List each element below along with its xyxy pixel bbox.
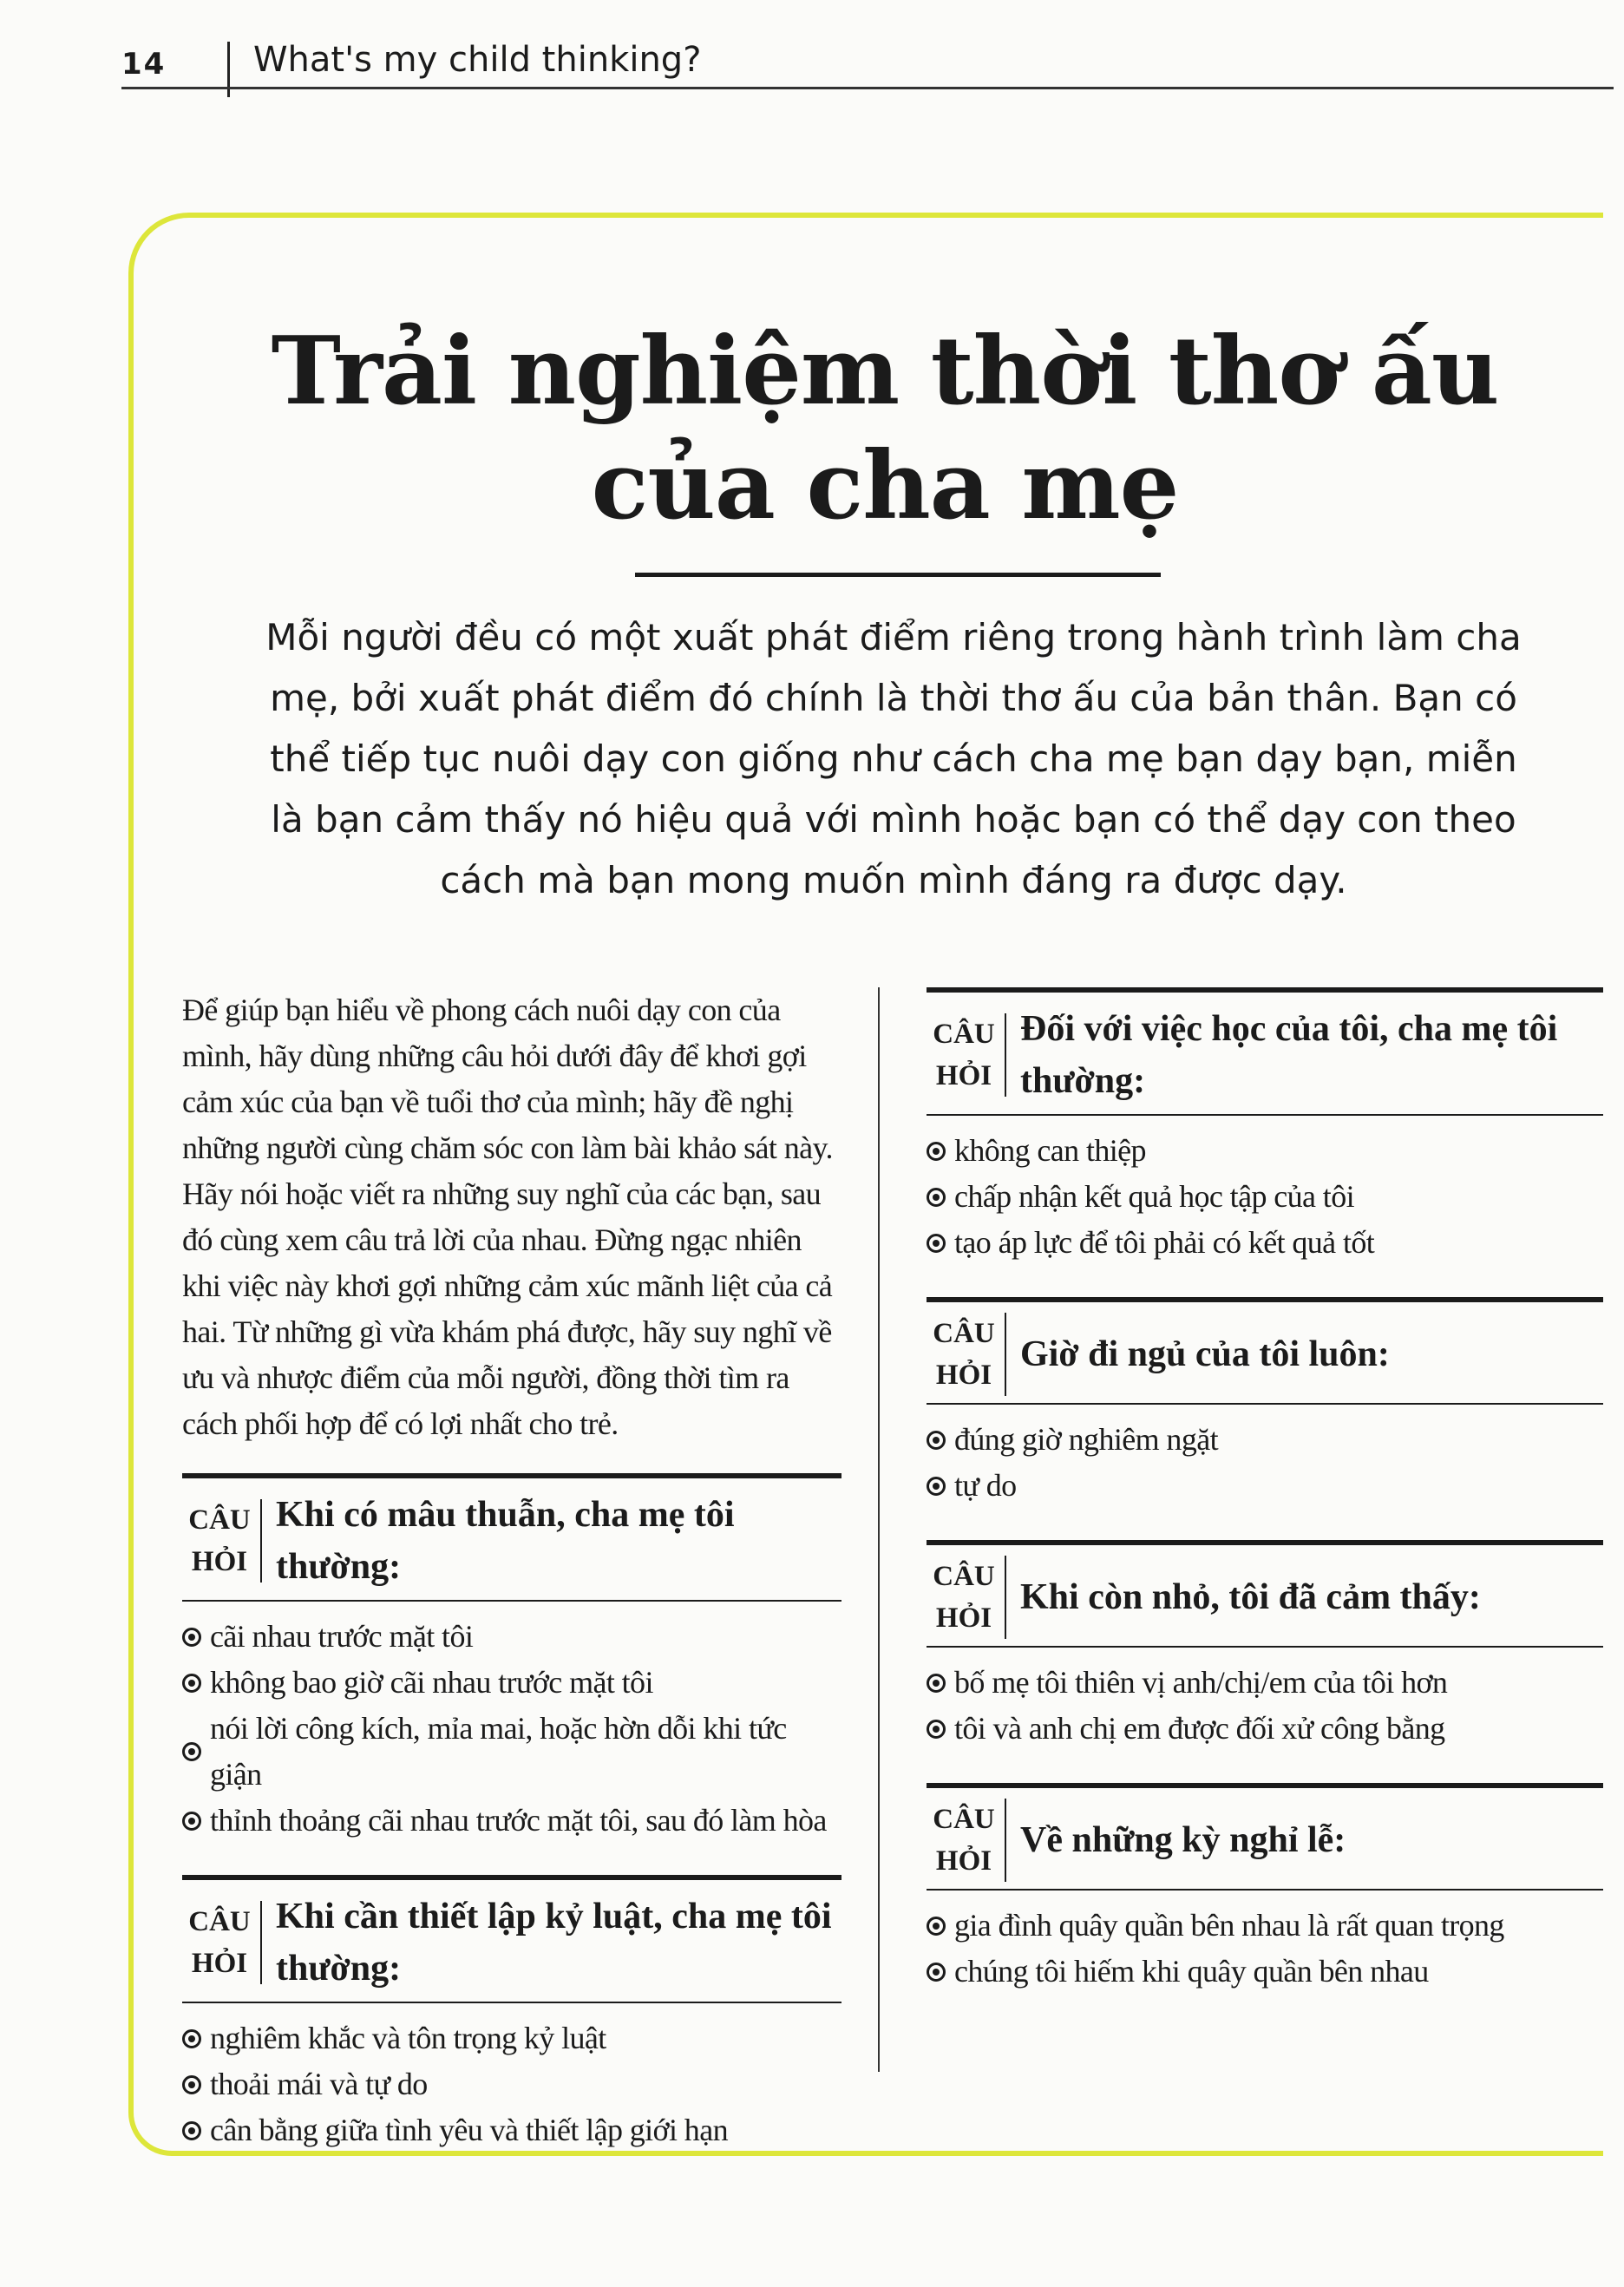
answer-item: đúng giờ nghiêm ngặt	[927, 1417, 1603, 1463]
answer-item: cân bằng giữa tình yêu và thiết lập giới hạn	[182, 2107, 841, 2153]
question-header	[927, 1783, 1603, 1891]
intro-paragraph: Mỗi người đều có một xuất phát điểm riêng trong hành trình làm cha mẹ, bởi xuất phát điểm đó chính là thời thơ ấu của bản thân. Bạn có thể tiếp tục nuôi dạy con giống như cách cha mẹ bạn dạy bạn, miễn là bạn cảm thấy nó hiệu quả với mình hoặc bạn có thể dạy con theo cách mà bạn mong muốn mình đáng ra được dạy.	[265, 616, 1522, 901]
answer-list	[927, 1417, 1603, 1509]
question-title: Khi còn nhỏ, tôi đã cảm thấy:	[1020, 1577, 1481, 1617]
question-tag: CÂU HỎI	[927, 1013, 1006, 1097]
answer-item: nghiêm khắc và tôn trọng kỷ luật	[182, 2015, 841, 2061]
body-paragraph: Để giúp bạn hiểu về phong cách nuôi dạy con của mình, hãy dùng những câu hỏi dưới đây để khơi gợi cảm xúc của bạn về tuổi thơ của mình; hãy đề nghị những người cùng chăm sóc con làm bài khảo sát này. Hãy nói hoặc viết ra những suy nghĩ của các bạn, sau đó cùng xem câu trả lời của nhau. Đừng ngạc nhiên khi việc này khơi gợi những cảm xúc mãnh liệt của cả hai. Từ những gì vừa khám phá được, hãy suy nghĩ về ưu và nhược điểm của mỗi người, đồng thời tìm ra cách phối hợp để có lợi nhất cho trẻ.	[182, 993, 833, 1441]
bullet-icon	[927, 1720, 946, 1739]
bullet-icon	[927, 1477, 946, 1496]
bullet-icon	[927, 1674, 946, 1693]
question-title: Đối với việc học của tôi, cha mẹ tôi thường:	[1020, 1009, 1558, 1101]
answer-list	[927, 1128, 1603, 1266]
bullet-icon	[927, 1142, 946, 1161]
answer-item: bố mẹ tôi thiên vị anh/chị/em của tôi hơn	[927, 1660, 1603, 1706]
page-title	[260, 314, 1509, 543]
question-header	[927, 1297, 1603, 1405]
column-divider	[878, 987, 880, 2072]
question-block	[927, 1540, 1603, 1752]
question-header	[927, 1540, 1603, 1648]
title-underline	[635, 573, 1161, 577]
bullet-icon	[927, 1963, 946, 1982]
bullet-icon	[182, 1628, 201, 1647]
question-tag: CÂU HỎI	[927, 1799, 1006, 1882]
answer-item: nói lời công kích, mỉa mai, hoặc hờn dỗi khi tức giận	[182, 1706, 841, 1798]
answer-item: chấp nhận kết quả học tập của tôi	[927, 1174, 1603, 1220]
question-tag: CÂU HỎI	[927, 1313, 1006, 1396]
answer-item: gia đình quây quần bên nhau là rất quan trọng	[927, 1903, 1603, 1949]
answer-list	[927, 1660, 1603, 1752]
bullet-icon	[927, 1431, 946, 1450]
answer-list	[182, 1614, 841, 1844]
question-tag: CÂU HỎI	[182, 1499, 262, 1583]
answer-item: chúng tôi hiếm khi quây quần bên nhau	[927, 1949, 1603, 1995]
page-header	[121, 33, 1614, 102]
bullet-icon	[927, 1917, 946, 1936]
bullet-icon	[182, 2075, 201, 2094]
question-tag: CÂU HỎI	[182, 1901, 262, 1984]
answer-item: không can thiệp	[927, 1128, 1603, 1174]
answer-item: tự do	[927, 1463, 1603, 1509]
title-line-1: Trải nghiệm thời thơ ấu	[271, 317, 1499, 426]
right-column	[927, 987, 1603, 2026]
bullet-icon	[182, 1812, 201, 1831]
answer-item: tạo áp lực để tôi phải có kết quả tốt	[927, 1220, 1603, 1266]
answer-list	[182, 2015, 841, 2153]
left-column	[182, 987, 841, 2185]
running-title: What's my child thinking?	[253, 40, 702, 80]
page-number: 14	[121, 47, 167, 82]
answer-list	[927, 1903, 1603, 1995]
question-title: Giờ đi ngủ của tôi luôn:	[1020, 1334, 1390, 1374]
question-title: Về những kỳ nghỉ lễ:	[1020, 1820, 1346, 1860]
bullet-icon	[182, 2121, 201, 2140]
bullet-icon	[182, 1742, 201, 1761]
question-title: Khi có mâu thuẫn, cha mẹ tôi thường:	[276, 1495, 735, 1587]
header-rule	[121, 87, 1614, 89]
answer-item: thỉnh thoảng cãi nhau trước mặt tôi, sau đó làm hòa	[182, 1798, 841, 1844]
bullet-icon	[927, 1188, 946, 1207]
answer-item: cãi nhau trước mặt tôi	[182, 1614, 841, 1660]
bullet-icon	[182, 1674, 201, 1693]
answer-item: thoải mái và tự do	[182, 2061, 841, 2107]
answer-item: tôi và anh chị em được đối xử công bằng	[927, 1706, 1603, 1752]
bullet-icon	[927, 1234, 946, 1253]
question-title: Khi cần thiết lập kỷ luật, cha mẹ tôi thường:	[276, 1897, 832, 1989]
question-block	[927, 987, 1603, 1266]
title-line-2: của cha mẹ	[591, 431, 1179, 541]
question-tag: CÂU HỎI	[927, 1556, 1006, 1639]
question-header	[182, 1473, 841, 1602]
question-header	[182, 1875, 841, 2003]
question-block	[182, 1875, 841, 2153]
question-block	[927, 1783, 1603, 1995]
question-block	[182, 1473, 841, 1844]
question-block	[927, 1297, 1603, 1509]
bullet-icon	[182, 2029, 201, 2048]
question-header	[927, 987, 1603, 1116]
answer-item: không bao giờ cãi nhau trước mặt tôi	[182, 1660, 841, 1706]
